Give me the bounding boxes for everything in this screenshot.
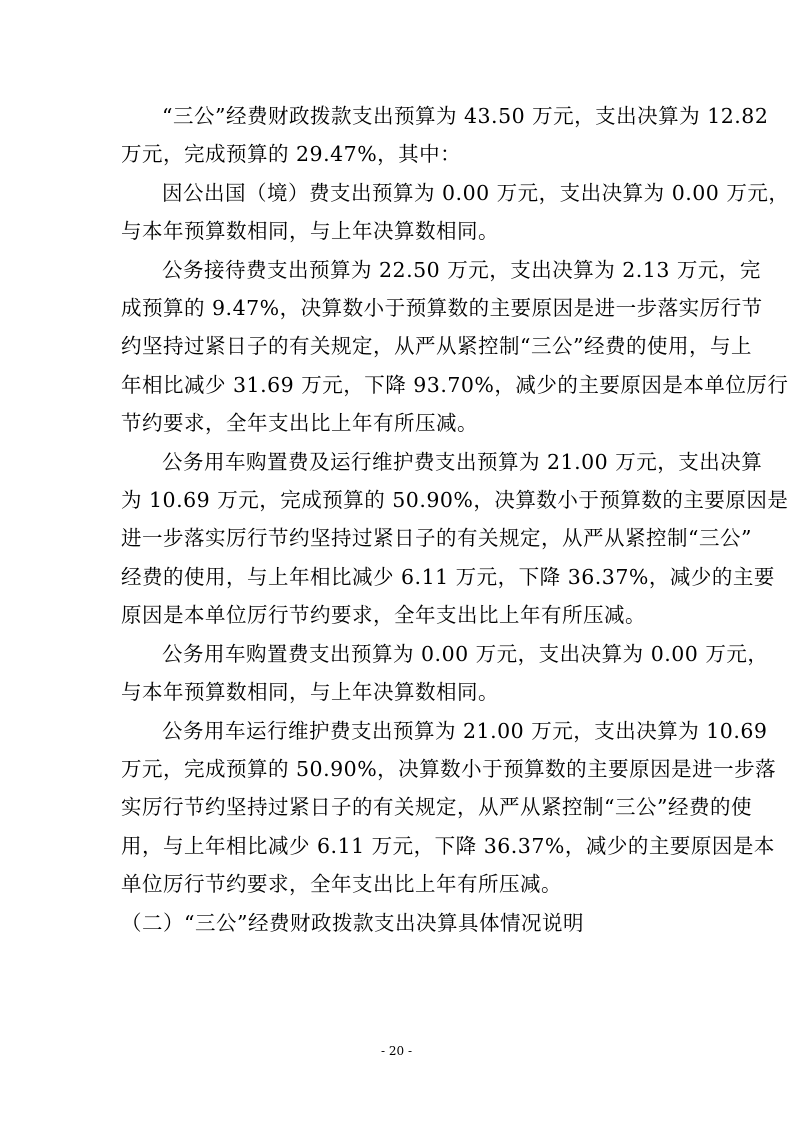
- paragraph-vehicle-purchase: [80, 635, 769, 712]
- text-line: 公务用车购置费及运行维护费支出预算为 21.00 万元，支出决算: [162, 449, 763, 474]
- text-line: 节约要求，全年支出比上年有所压减。: [121, 411, 478, 436]
- text-line: 万元，完成预算的 29.47%，其中：: [121, 142, 462, 167]
- text-line: 因公出国（境）费支出预算为 0.00 万元，支出决算为 0.00 万元，: [162, 180, 790, 205]
- text-line: 公务用车购置费支出预算为 0.00 万元，支出决算为 0.00 万元，: [162, 641, 769, 666]
- paragraph-vehicle-operation: [80, 712, 777, 904]
- text-line: 公务用车运行维护费支出预算为 21.00 万元，支出决算为 10.69: [162, 718, 768, 743]
- text-line: 单位厉行节约要求，全年支出比上年有所压减。: [121, 872, 562, 897]
- text-line: 公务接待费支出预算为 22.50 万元，支出决算为 2.13 万元，完: [162, 257, 761, 282]
- section-heading: （二）“三公”经费财政拨款支出决算具体情况说明: [121, 910, 584, 935]
- document-body: [80, 97, 790, 942]
- text-line: 原因是本单位厉行节约要求，全年支出比上年有所压减。: [121, 603, 646, 628]
- paragraph-overseas-travel: [80, 174, 790, 251]
- text-line: 年相比减少 31.69 万元，下降 93.70%，减少的主要原因是本单位厉行: [121, 372, 789, 397]
- text-line: 与本年预算数相同，与上年决算数相同。: [121, 680, 499, 705]
- text-line: “三公”经费财政拨款支出预算为 43.50 万元，支出决算为 12.82: [162, 104, 769, 128]
- text-line: 进一步落实厉行节约坚持过紧日子的有关规定，从严从紧控制“三公”: [121, 526, 752, 551]
- paragraph-vehicle-total: [80, 443, 789, 635]
- text-line: 约坚持过紧日子的有关规定，从严从紧控制“三公”经费的使用，与上: [121, 334, 752, 359]
- text-line: 为 10.69 万元，完成预算的 50.90%，决算数小于预算数的主要原因是: [121, 488, 789, 513]
- paragraph-reception: [80, 251, 789, 443]
- text-line: 万元，完成预算的 50.90%，决算数小于预算数的主要原因是进一步落: [121, 756, 777, 781]
- text-line: 与本年预算数相同，与上年决算数相同。: [121, 219, 499, 244]
- text-line: 经费的使用，与上年相比减少 6.11 万元，下降 36.37%，减少的主要: [121, 564, 775, 589]
- paragraph-total-budget: [80, 97, 769, 174]
- text-line: 实厉行节约坚持过紧日子的有关规定，从严从紧控制“三公”经费的使: [121, 795, 752, 820]
- text-line: 成预算的 9.47%，决算数小于预算数的主要原因是进一步落实厉行节: [121, 296, 763, 321]
- page-number: - 20 -: [380, 1044, 412, 1058]
- text-line: 用，与上年相比减少 6.11 万元，下降 36.37%，减少的主要原因是本: [121, 833, 775, 858]
